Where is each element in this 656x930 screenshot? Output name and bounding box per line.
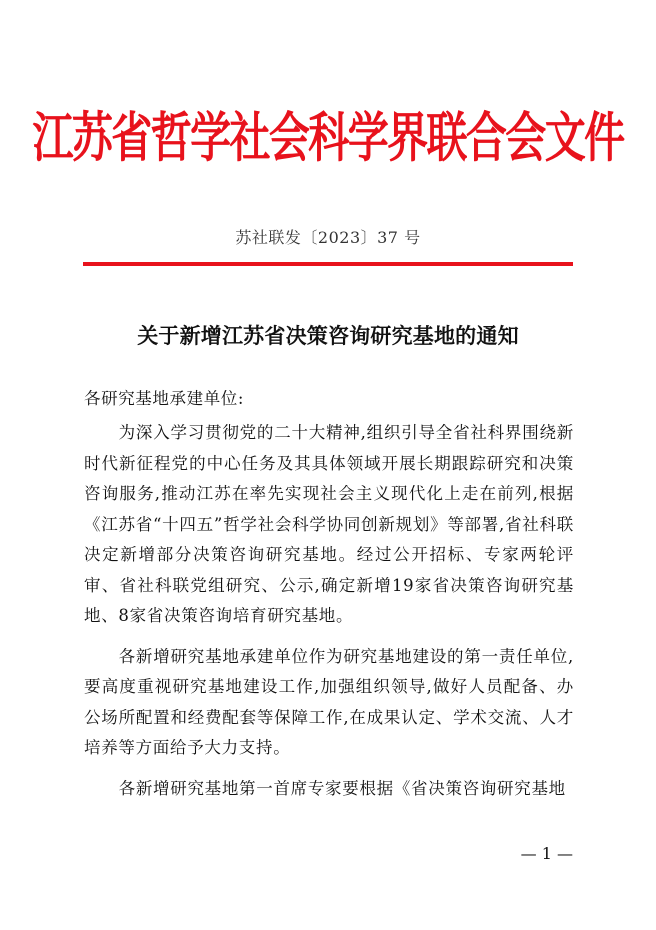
document-number: 苏社联发〔2023〕37 号 bbox=[235, 228, 421, 247]
red-separator-rule bbox=[83, 262, 573, 266]
issuing-organization-header: 江苏省哲学社会科学界联合会文件 bbox=[32, 106, 624, 170]
page-number: — 1 — bbox=[520, 844, 573, 863]
notice-title: 关于新增江苏省决策咨询研究基地的通知 bbox=[137, 323, 519, 348]
paragraph-1: 为深入学习贯彻党的二十大精神,组织引导全省社科界围绕新时代新征程党的中心任务及其具体领域开展长期跟踪研究和决策咨询服务,推动江苏在率先实现社会主义现代化上走在前列,根据《江苏省“十四五”哲学社会科学协同创新规划》等部署,省社科联决定新增部分决策咨询研究基地。经过公开招标、专家两轮评审、省社科联党组研究、公示,确定新增19家省决策咨询研究基地、8家省决策咨询培育研究基地。 bbox=[84, 423, 574, 625]
notice-body bbox=[84, 384, 574, 814]
salutation: 各研究基地承建单位: bbox=[84, 389, 245, 408]
paragraph-2: 各新增研究基地承建单位作为研究基地建设的第一责任单位,要高度重视研究基地建设工作,加强组织领导,做好人员配备、办公场所配置和经费配套等保障工作,在成果认定、学术交流、人才培养等方面给予大力支持。 bbox=[84, 646, 574, 757]
paragraph-3: 各新增研究基地第一首席专家要根据《省决策咨询研究基地 bbox=[118, 778, 566, 798]
